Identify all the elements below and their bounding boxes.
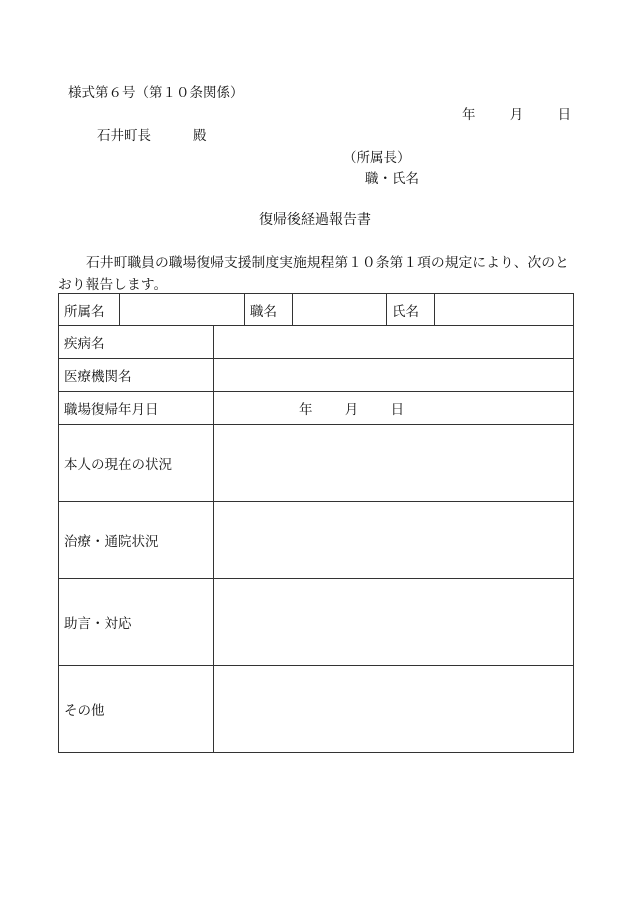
disease-label: 疾病名 (59, 326, 214, 359)
treatment-label: 治療・通院状況 (59, 502, 214, 579)
other-label: その他 (59, 666, 214, 753)
form-number: 様式第６号（第１０条関係） (68, 85, 244, 101)
table-row (59, 502, 574, 579)
document-title: 復帰後経過報告書 (259, 212, 371, 228)
table-row (59, 579, 574, 666)
position-name: 職・氏名 (365, 171, 419, 187)
job-label: 職名 (245, 294, 293, 326)
institution-field[interactable] (214, 359, 574, 392)
dept-field[interactable] (120, 294, 245, 326)
date-line (462, 103, 571, 123)
return-date-label: 職場復帰年月日 (59, 392, 214, 425)
return-date-field[interactable] (214, 392, 574, 425)
date-year: 年 (462, 107, 476, 123)
name-label: 氏名 (387, 294, 435, 326)
table-row (59, 392, 574, 425)
table-row (59, 425, 574, 502)
date-day: 日 (557, 107, 572, 123)
institution-label: 医療機関名 (59, 359, 214, 392)
table-row (59, 294, 574, 326)
treatment-field[interactable] (214, 502, 574, 579)
disease-field[interactable] (214, 326, 574, 359)
table-row (59, 666, 574, 753)
return-year: 年 (299, 402, 313, 418)
date-month: 月 (509, 107, 524, 123)
table-row (59, 359, 574, 392)
return-month: 月 (344, 402, 359, 418)
intro-paragraph: 石井町職員の職場復帰支援制度実施規程第１０条第１項の規定により、次のとおり報告します。 (58, 255, 569, 293)
advice-label: 助言・対応 (59, 579, 214, 666)
name-field[interactable] (435, 294, 574, 326)
addressee-name: 石井町長 (97, 128, 151, 144)
status-field[interactable] (214, 425, 574, 502)
return-day: 日 (390, 402, 405, 418)
other-field[interactable] (214, 666, 574, 753)
honorific: 殿 (193, 128, 207, 144)
table-row (59, 326, 574, 359)
job-field[interactable] (293, 294, 387, 326)
advice-field[interactable] (214, 579, 574, 666)
addressee (97, 124, 207, 144)
dept-label: 所属名 (59, 294, 120, 326)
report-table (58, 293, 574, 753)
status-label: 本人の現在の状況 (59, 425, 214, 502)
affiliation-head: （所属長） (343, 150, 411, 166)
